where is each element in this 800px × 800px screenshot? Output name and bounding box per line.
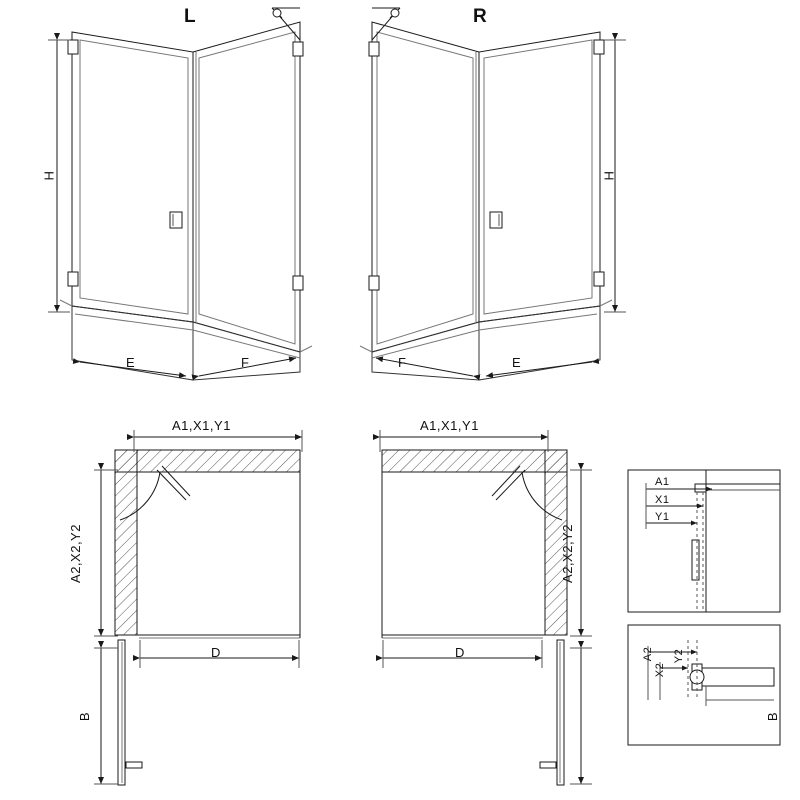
detail-top-label-a1: A1 <box>655 476 670 488</box>
iso-right-front-right-label: E <box>512 355 522 370</box>
detail-view-top <box>628 470 780 612</box>
plan-left-inner-dimension: D <box>211 645 221 660</box>
detail-bottom-label-y2: Y2 <box>673 648 686 664</box>
iso-right-front-left-label: F <box>398 355 407 370</box>
iso-left-height-label: H <box>41 170 57 181</box>
plan-right-inner-dimension: D <box>455 645 465 660</box>
plan-right-top-dimension: A1,X1,Y1 <box>420 418 479 433</box>
iso-left-front-right-label: F <box>241 355 250 370</box>
iso-view-right <box>360 8 626 380</box>
detail-view-bottom <box>628 625 780 745</box>
iso-right-height-label: H <box>601 170 617 181</box>
iso-view-left <box>48 8 312 380</box>
detail-bottom-label-a2: A2 <box>642 646 655 662</box>
label-right-variant: R <box>473 6 488 27</box>
plan-view-left <box>94 430 302 785</box>
detail-top-label-y1: Y1 <box>655 511 670 523</box>
plan-view-right <box>380 430 592 785</box>
plan-right-door-dimension: B <box>765 711 781 722</box>
iso-left-front-left-label: E <box>126 355 136 370</box>
plan-left-side-dimension: A2,X2,Y2 <box>67 524 83 583</box>
detail-top-label-x1: X1 <box>655 494 670 506</box>
plan-right-side-dimension: A2,X2,Y2 <box>559 524 575 583</box>
plan-left-door-dimension: B <box>77 711 93 722</box>
detail-bottom-label-x2: X2 <box>654 662 667 678</box>
plan-left-top-dimension: A1,X1,Y1 <box>172 418 231 433</box>
label-left-variant: L <box>184 6 197 27</box>
